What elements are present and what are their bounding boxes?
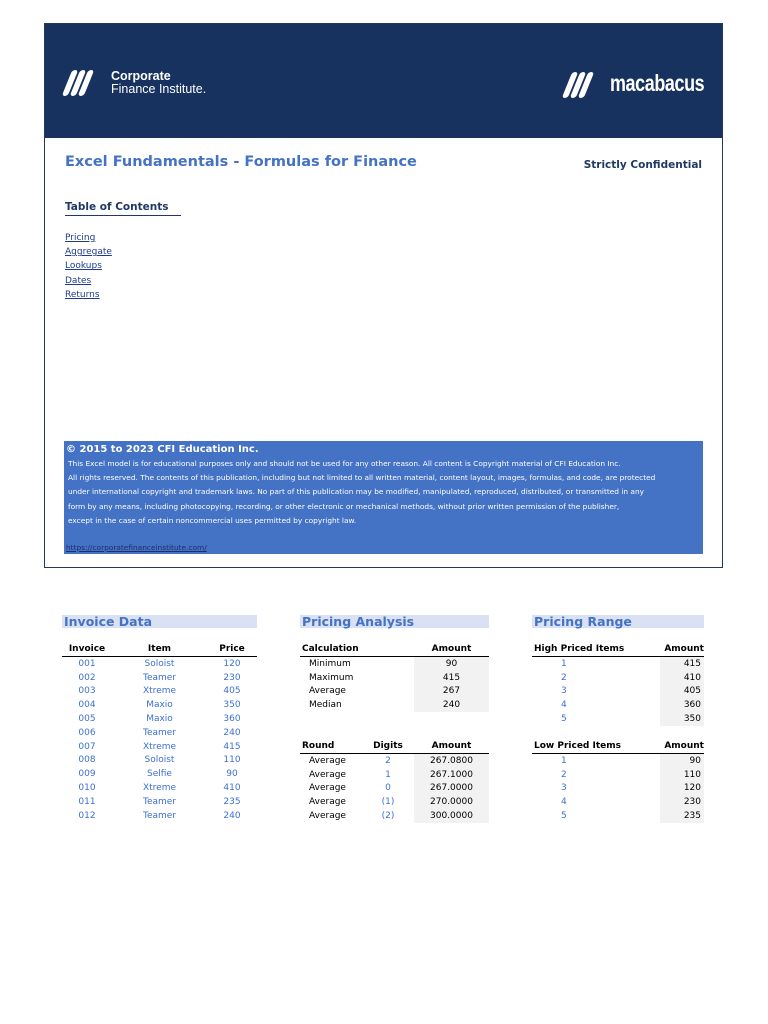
round-table (300, 739, 489, 823)
amount-cell: 270.0000 (414, 795, 489, 809)
amount-cell: 360 (660, 698, 704, 712)
item-cell: Maxio (146, 714, 173, 725)
toc-link-aggregate[interactable]: Aggregate (65, 247, 112, 258)
table-row (62, 754, 257, 768)
column-header: Amount (660, 642, 704, 657)
table-header-row (300, 739, 489, 754)
cfi-logo-line2: Finance Institute. (111, 82, 207, 96)
column-header: Amount (414, 739, 489, 754)
header-banner (45, 24, 722, 138)
rank-cell: 1 (561, 658, 567, 669)
copyright-line: form by any means, including photocopying, recording, or other electronic or mechanical methods, without prior written permission of the publisher, (68, 501, 620, 511)
copyright-heading: © 2015 to 2023 CFI Education Inc. (66, 444, 259, 455)
table-header-row (532, 642, 704, 657)
price-cell: 350 (223, 700, 241, 711)
high-priced-table (532, 642, 704, 726)
table-row (62, 795, 257, 809)
table-row (532, 782, 704, 796)
rank-cell: 4 (561, 797, 567, 808)
amount-cell: 415 (414, 671, 489, 685)
round-label-cell: Average (309, 811, 346, 822)
column-header: Price (207, 642, 257, 657)
invoice-number-cell: 008 (78, 755, 96, 766)
table-row (62, 781, 257, 795)
amount-cell: 90 (660, 754, 704, 768)
round-label-cell: Average (309, 755, 346, 766)
table-header-row (532, 739, 704, 754)
toc-link-pricing[interactable]: Pricing (65, 233, 96, 243)
cfi-logo-icon (67, 70, 89, 96)
invoice-data-title: Invoice Data (62, 615, 257, 628)
digits-cell: 1 (385, 769, 391, 780)
high-priced-rows (532, 657, 704, 726)
column-header: Round (300, 739, 362, 754)
digits-cell: 2 (385, 755, 391, 766)
calculation-table (300, 642, 489, 712)
amount-cell: 267.1000 (414, 768, 489, 782)
price-cell: 240 (223, 727, 241, 738)
column-header: Item (112, 642, 207, 657)
table-row (532, 671, 704, 685)
item-cell: Teamer (142, 672, 177, 683)
table-row (532, 712, 704, 726)
invoice-number-cell: 012 (78, 810, 96, 821)
cfi-logo-text (111, 70, 206, 96)
toc-link-returns[interactable]: Returns (65, 289, 100, 300)
amount-cell: 267.0000 (414, 782, 489, 796)
invoice-number-cell: 004 (78, 700, 96, 711)
column-header: High Priced Items (532, 642, 660, 657)
calculation-rows (300, 657, 489, 713)
page-title: Excel Fundamentals - Formulas for Finance (65, 154, 417, 170)
invoice-number-cell: 006 (78, 727, 96, 738)
amount-cell: 300.0000 (414, 809, 489, 823)
table-row (62, 767, 257, 781)
table-row (300, 754, 489, 768)
invoice-number-cell: 007 (78, 741, 96, 752)
invoice-number-cell: 009 (78, 769, 96, 780)
item-cell: Soloist (144, 755, 175, 766)
price-cell: 235 (223, 796, 241, 807)
pricing-analysis-title: Pricing Analysis (300, 615, 489, 628)
round-label-cell: Average (309, 783, 346, 794)
rank-cell: 4 (561, 700, 567, 711)
invoice-number-cell: 003 (78, 686, 96, 697)
item-cell: Teamer (142, 727, 177, 738)
digits-cell: (2) (381, 811, 395, 822)
calculation-label-cell: Minimum (309, 658, 351, 669)
column-header: Low Priced Items (532, 739, 660, 754)
amount-cell: 90 (414, 657, 489, 671)
round-label-cell: Average (309, 769, 346, 780)
rank-cell: 3 (561, 783, 567, 794)
cfi-logo-line1: Corporate (111, 69, 171, 83)
table-row (62, 726, 257, 740)
table-row (300, 809, 489, 823)
amount-cell: 235 (660, 809, 704, 823)
copyright-line: under international copyright and trademark laws. No part of this publication may be modified, manipulated, reproduced, distributed, or transmitted in any (68, 487, 645, 497)
table-row (532, 768, 704, 782)
table-row (300, 685, 489, 699)
table-row (62, 698, 257, 712)
invoice-number-cell: 001 (78, 658, 96, 669)
website-link[interactable]: https://corporatefinanceinstitute.com/ (66, 543, 207, 552)
price-cell: 415 (223, 741, 241, 752)
macabacus-logo-icon (567, 72, 589, 98)
invoice-number-cell: 011 (78, 796, 96, 807)
toc-link-dates[interactable]: Dates (65, 275, 92, 286)
amount-cell: 410 (660, 671, 704, 685)
price-cell: 120 (223, 658, 241, 669)
table-row (62, 740, 257, 754)
table-row (532, 657, 704, 671)
round-label-cell: Average (309, 797, 346, 808)
copyright-notice (64, 441, 703, 554)
table-row (300, 698, 489, 712)
digits-cell: (1) (381, 797, 395, 808)
column-header: Amount (660, 739, 704, 754)
invoice-number-cell: 002 (78, 672, 96, 683)
invoice-rows (62, 657, 257, 823)
table-header-row (62, 642, 257, 657)
invoice-table (62, 642, 257, 823)
copyright-line: All rights reserved. The contents of this publication, including but not limited to all written material, content layout, images, formulas, and code, are protected (68, 473, 656, 483)
copyright-line: except in the case of certain noncommercial uses permitted by copyright law. (68, 515, 357, 525)
table-row (532, 809, 704, 823)
cover-sheet (44, 23, 723, 568)
table-row (62, 657, 257, 671)
amount-cell: 350 (660, 712, 704, 726)
calculation-label-cell: Median (309, 700, 342, 711)
table-row (62, 671, 257, 685)
column-header: Invoice (62, 642, 112, 657)
round-rows (300, 754, 489, 823)
rank-cell: 5 (561, 714, 567, 725)
calculation-label-cell: Average (309, 686, 346, 697)
price-cell: 410 (223, 783, 241, 794)
rank-cell: 5 (561, 811, 567, 822)
rank-cell: 2 (561, 672, 567, 683)
toc-list (65, 231, 112, 302)
table-row (300, 657, 489, 671)
invoice-number-cell: 005 (78, 714, 96, 725)
toc-link-lookups[interactable]: Lookups (65, 261, 102, 272)
amount-cell: 267 (414, 685, 489, 699)
digits-cell: 0 (385, 783, 391, 794)
confidential-label: Strictly Confidential (583, 159, 702, 171)
table-row (532, 754, 704, 768)
item-cell: Xtreme (142, 741, 177, 752)
column-header: Amount (414, 642, 489, 657)
table-row (300, 671, 489, 685)
amount-cell: 230 (660, 795, 704, 809)
item-cell: Xtreme (142, 686, 177, 697)
calculation-label-cell: Maximum (309, 672, 354, 683)
table-row (532, 795, 704, 809)
low-priced-table (532, 739, 704, 823)
table-row (62, 685, 257, 699)
table-header-row (300, 642, 489, 657)
item-cell: Maxio (146, 700, 173, 711)
rank-cell: 2 (561, 769, 567, 780)
item-cell: Teamer (142, 810, 177, 821)
pricing-range-title: Pricing Range (532, 615, 704, 628)
column-header: Digits (362, 739, 414, 754)
macabacus-logo-text: macabacus (610, 70, 705, 96)
table-row (300, 768, 489, 782)
table-row (532, 685, 704, 699)
price-cell: 240 (223, 810, 241, 821)
table-row (300, 795, 489, 809)
table-row (62, 712, 257, 726)
amount-cell: 110 (660, 768, 704, 782)
rank-cell: 1 (561, 755, 567, 766)
item-cell: Xtreme (142, 783, 177, 794)
table-row (300, 782, 489, 796)
copyright-line: This Excel model is for educational purposes only and should not be used for any other reason. All content is Copyright material of CFI Education Inc. (68, 459, 621, 468)
price-cell: 110 (223, 755, 241, 766)
table-row (62, 809, 257, 823)
rank-cell: 3 (561, 686, 567, 697)
amount-cell: 240 (414, 698, 489, 712)
toc-heading: Table of Contents (65, 201, 181, 216)
amount-cell: 120 (660, 782, 704, 796)
price-cell: 405 (223, 686, 241, 697)
item-cell: Soloist (144, 658, 175, 669)
amount-cell: 415 (660, 657, 704, 671)
item-cell: Teamer (142, 796, 177, 807)
price-cell: 360 (223, 714, 241, 725)
item-cell: Selfie (147, 769, 172, 780)
table-row (532, 698, 704, 712)
price-cell: 230 (223, 672, 241, 683)
column-header: Calculation (300, 642, 414, 657)
low-priced-rows (532, 754, 704, 823)
amount-cell: 267.0800 (414, 754, 489, 768)
price-cell: 90 (226, 769, 238, 780)
amount-cell: 405 (660, 685, 704, 699)
invoice-number-cell: 010 (78, 783, 96, 794)
